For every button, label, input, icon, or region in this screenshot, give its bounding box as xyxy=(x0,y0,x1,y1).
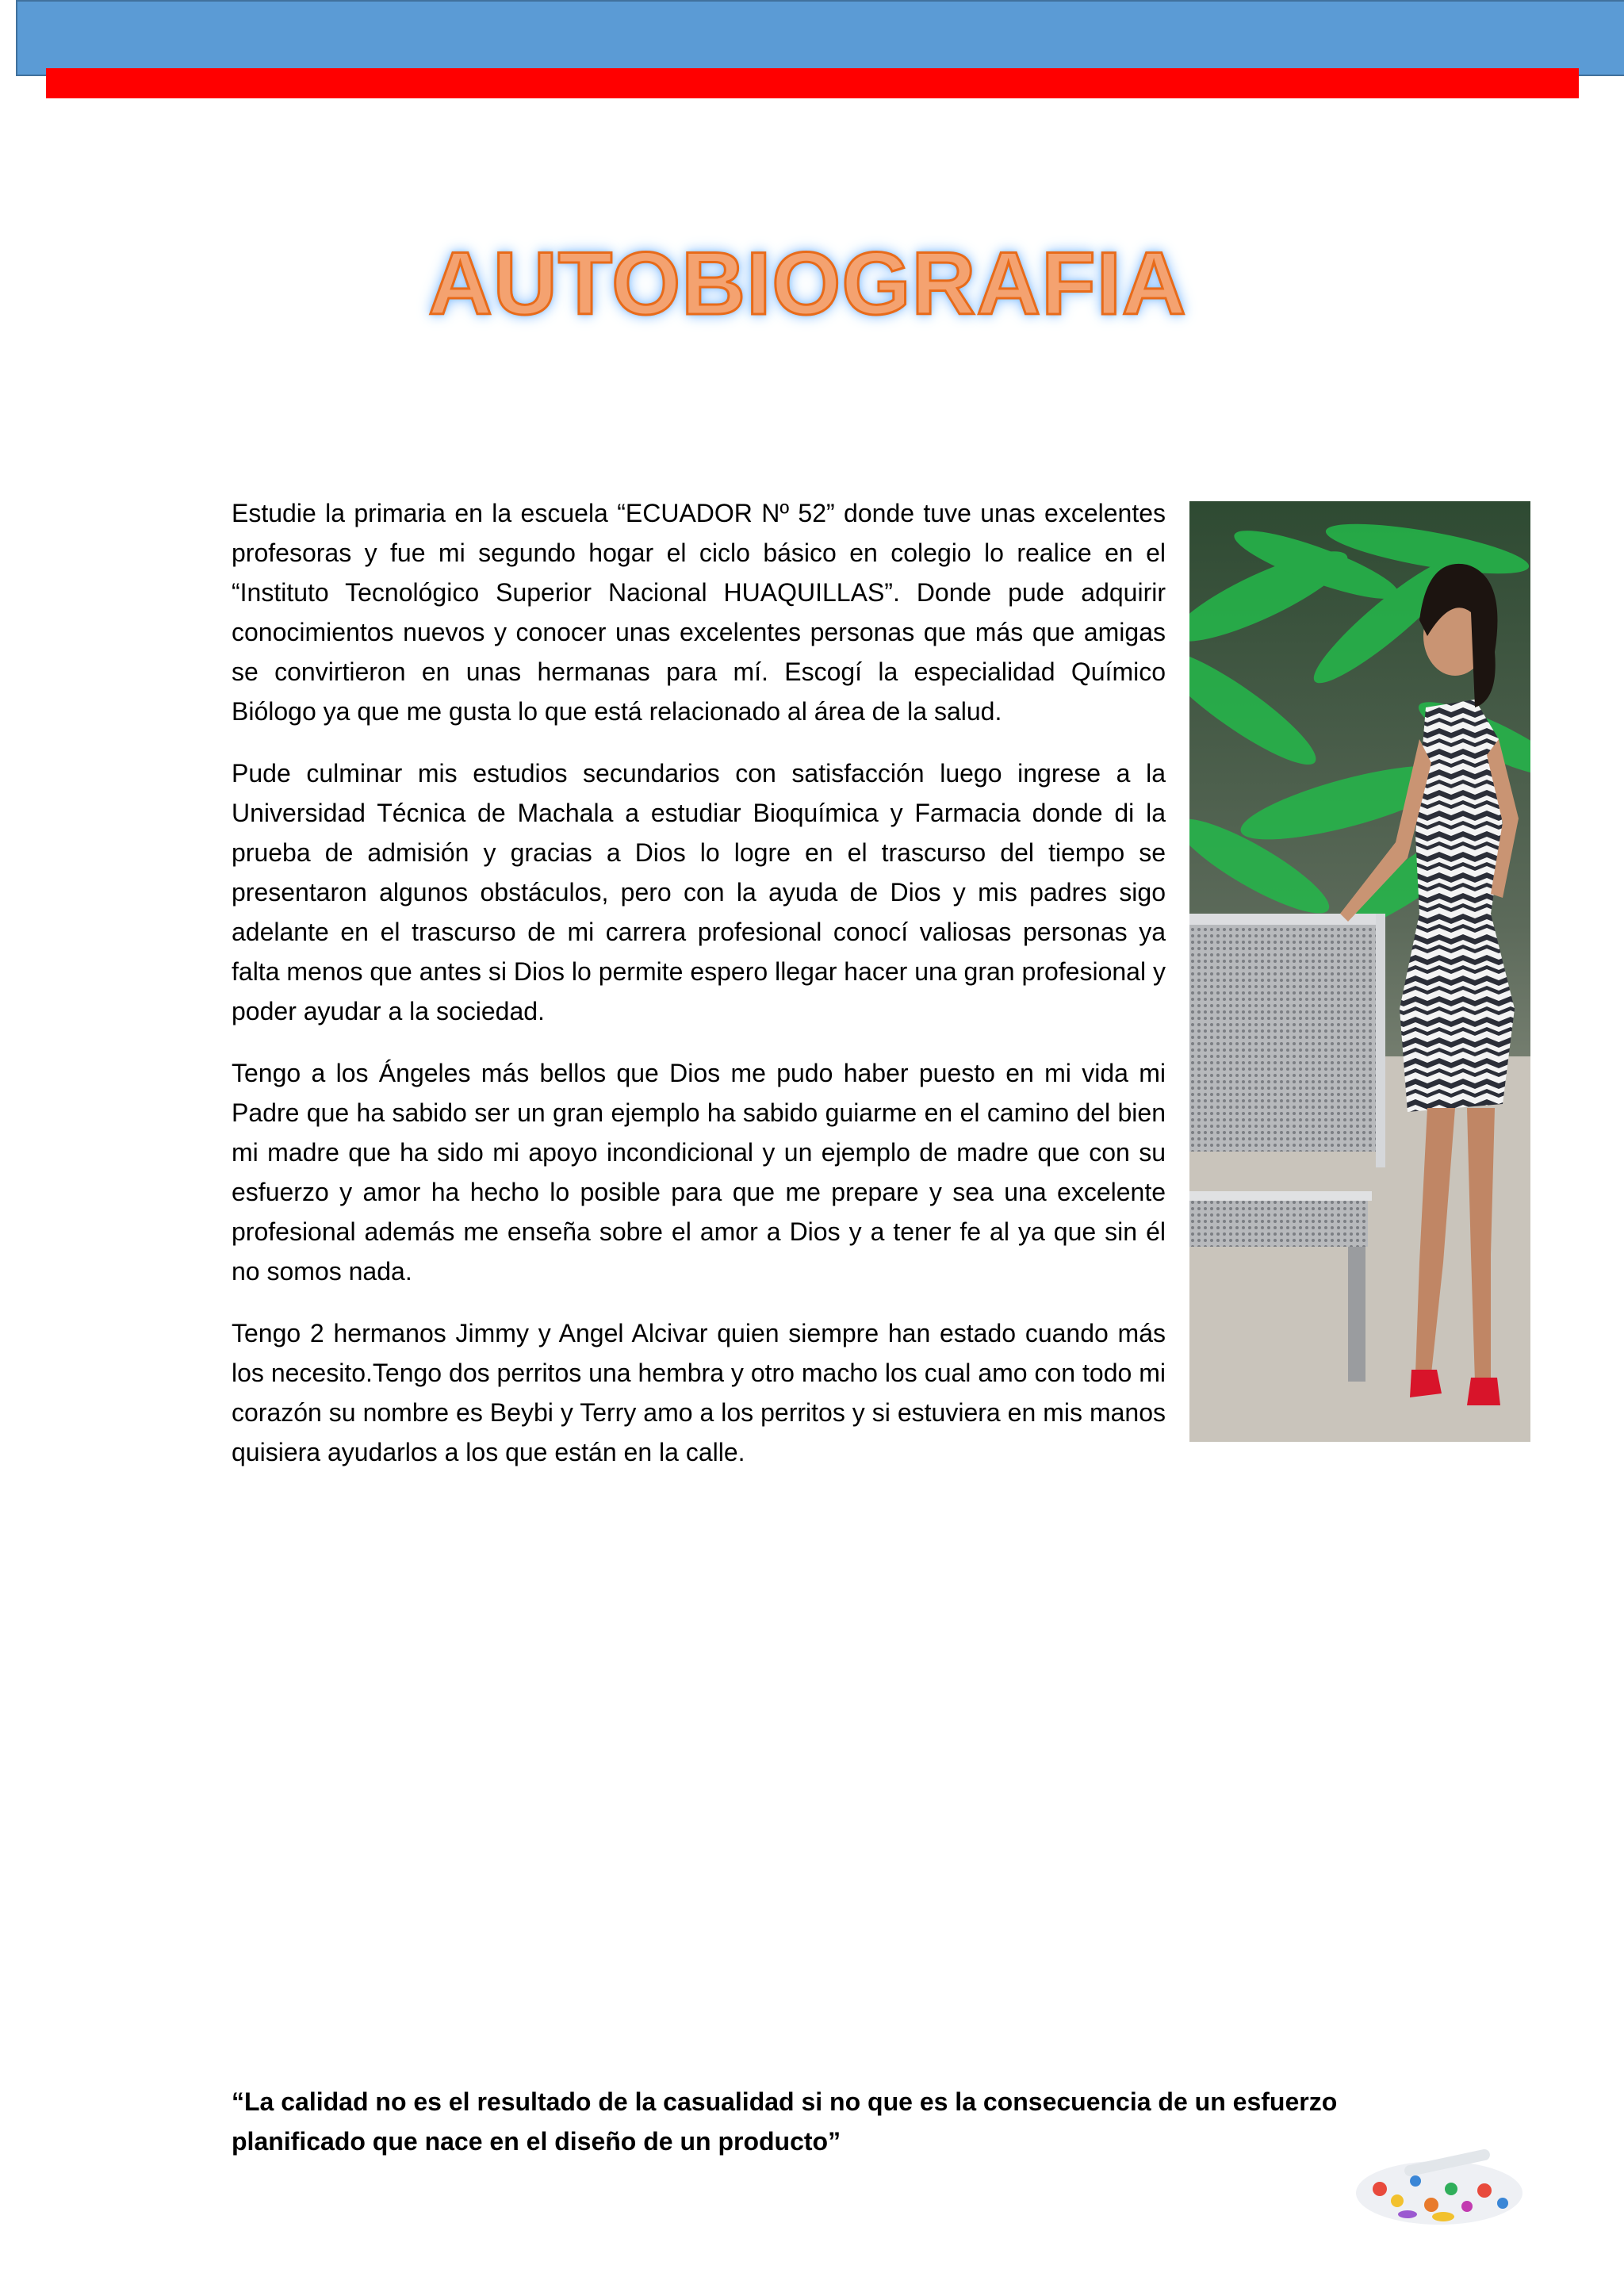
medicine-pills-decoration xyxy=(1348,2133,1530,2237)
page-title: AUTOBIOGRAFIA xyxy=(428,234,1187,333)
closing-quote: “La calidad no es el resultado de la casualidad si no que es la consecuencia de un esfuerzo planificado que nace en el diseño de un producto” xyxy=(232,2087,1338,2156)
header-bar xyxy=(16,0,1624,76)
header-red-stripe xyxy=(46,68,1579,98)
paragraph-2: Pude culminar mis estudios secundarios con satisfacción luego ingrese a la Universidad Técnica de Machala a estudiar Bioquímica y Farmacia donde di la prueba de admisión y gracias a Dios lo logre en el trascurso del tiempo se presentaron algunos obstáculos, pero con la ayuda de Dios y mis padres sigo adelante en el trascurso de mi carrera profesional conocí valiosas personas ya falta menos que antes si Dios lo permite espero llegar hacer una gran profesional y poder ayudar a la sociedad. xyxy=(232,759,1166,1025)
biography-text xyxy=(232,493,1166,1494)
paragraph-3: Tengo a los Ángeles más bellos que Dios me pudo haber puesto en mi vida mi Padre que ha sabido ser un gran ejemplo ha sabido guiarme en el camino del bien mi madre que ha sido mi apoyo incondicional y un ejemplo de madre que con su esfuerzo y amor ha hecho lo posible para que me prepare y sea una excelente profesional además me enseña sobre el amor a Dios y a tener fe al ya que sin él no somos nada. xyxy=(232,1059,1166,1286)
paragraph-1: Estudie la primaria en la escuela “ECUADOR Nº 52” donde tuve unas excelentes profesoras y fue mi segundo hogar el ciclo básico en colegio lo realice en el “Instituto Tecnológico Superior Nacional HUAQUILLAS”. Donde pude adquirir conocimientos nuevos y conocer unas excelentes personas que más que amigas se convirtieron en unas hermanas para mí. Escogí la especialidad Químico Biólogo ya que me gusta lo que está relacionado al área de la salud. xyxy=(232,499,1166,726)
portrait-photo xyxy=(1189,501,1530,1442)
paragraph-4: Tengo 2 hermanos Jimmy y Angel Alcivar quien siempre han estado cuando más los necesito.Tengo dos perritos una hembra y otro macho los cual amo con todo mi corazón su nombre es Beybi y Terry amo a los perritos y si estuviera en mis manos quisiera ayudarlos a los que están en la calle. xyxy=(232,1319,1166,1466)
